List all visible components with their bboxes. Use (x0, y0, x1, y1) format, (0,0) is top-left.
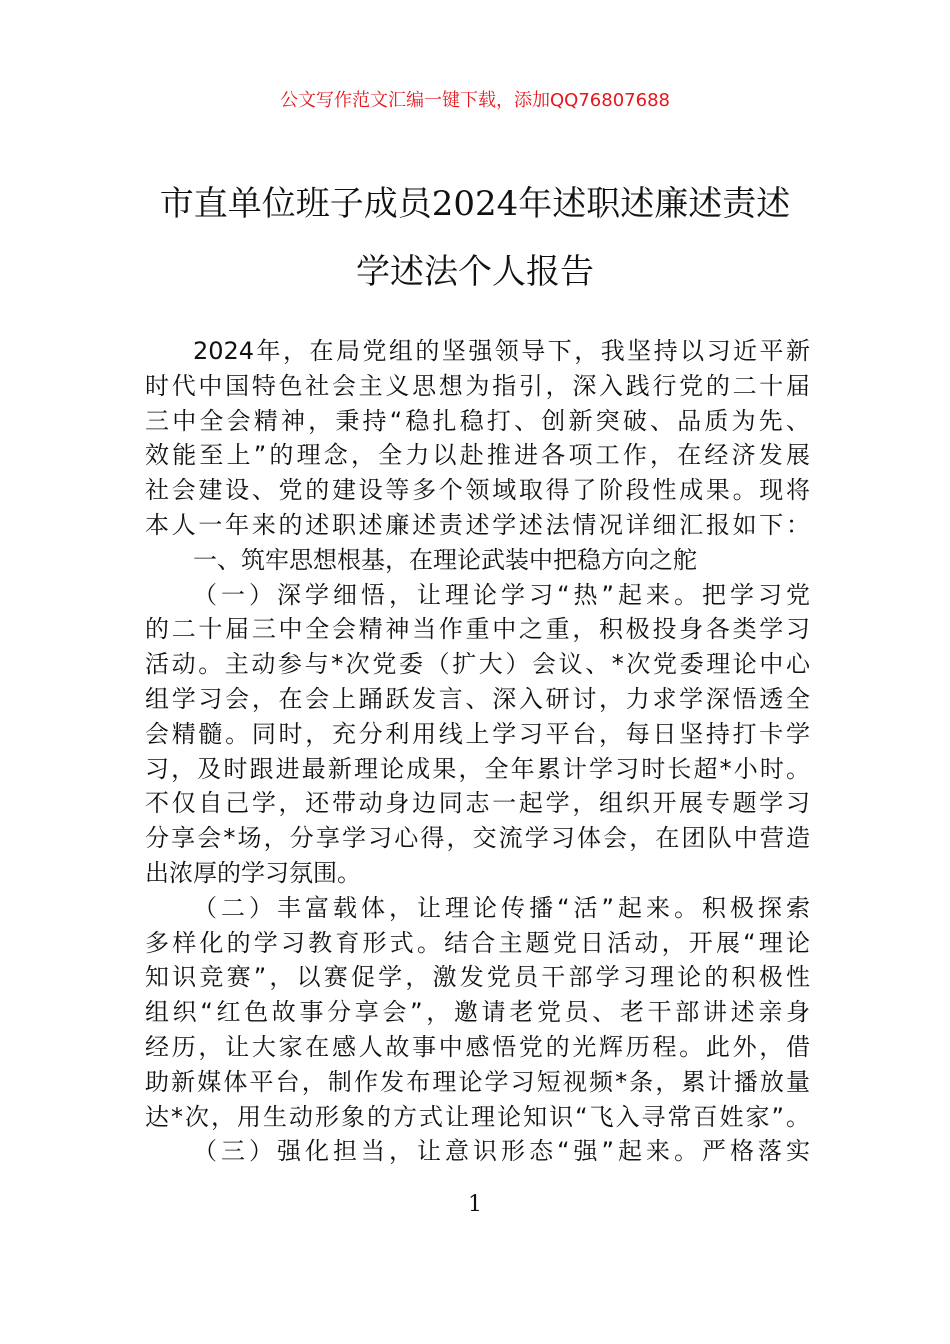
document-title-line-2: 学述法个人报告 (356, 252, 594, 292)
text-line: 不仅自己学，还带动身边同志一起学，组织开展专题学习 (145, 789, 810, 818)
text-line: 达*次，用生动形象的方式让理论知识“飞入寻常百姓家”。 (145, 1102, 810, 1131)
text-line: 三中全会精神，秉持“稳扎稳打、创新突破、品质为先、 (145, 406, 810, 435)
text-line: 会精髓。同时，充分利用线上学习平台，每日坚持打卡学 (145, 719, 810, 748)
text-line: 经历，让大家在感人故事中感悟党的光辉历程。此外，借 (145, 1032, 810, 1061)
text-line: 分享会*场，分享学习心得，交流学习体会，在团队中营造 (145, 824, 810, 853)
text-line: 组织“红色故事分享会”，邀请老党员、老干部讲述亲身 (145, 998, 810, 1027)
text-line: 习，及时跟进最新理论成果，全年累计学习时长超*小时。 (145, 754, 810, 783)
body-text (145, 334, 810, 1169)
text-line: 活动。主动参与*次党委（扩大）会议、*次党委理论中心 (145, 650, 810, 679)
page-number: 1 (468, 1192, 482, 1217)
text-line: 出浓厚的学习氛围。 (145, 858, 361, 887)
text-line: 多样化的学习教育形式。结合主题党日活动，开展“理论 (145, 928, 810, 957)
text-line: 社会建设、党的建设等多个领域取得了阶段性成果。现将 (145, 476, 810, 505)
text-line: 2024年，在局党组的坚强领导下，我坚持以习近平新 (193, 337, 810, 365)
text-line: 的二十届三中全会精神当作重中之重，积极投身各类学习 (145, 615, 810, 644)
text-line: 知识竞赛”，以赛促学，激发党员干部学习理论的积极性 (145, 963, 810, 992)
text-line: 助新媒体平台，制作发布理论学习短视频*条，累计播放量 (145, 1067, 810, 1096)
document-title-line-1: 市直单位班子成员2024年述职述廉述责述 (159, 184, 791, 224)
text-line: 本人一年来的述职述廉述责述学述法情况详细汇报如下： (145, 510, 810, 539)
text-line: 效能至上”的理念，全力以赴推进各项工作，在经济发展 (145, 441, 810, 470)
download-notice: 公文写作范文汇编一键下载，添加QQ76807688 (280, 90, 670, 111)
text-line: （一）深学细悟，让理论学习“热”起来。把学习党 (193, 580, 810, 609)
text-line: （三）强化担当，让意识形态“强”起来。严格落实 (193, 1137, 810, 1166)
section-heading: 一、筑牢思想根基，在理论武装中把稳方向之舵 (193, 545, 697, 574)
text-line: 组学习会，在会上踊跃发言、深入研讨，力求学深悟透全 (145, 684, 810, 713)
text-line: 时代中国特色社会主义思想为指引，深入践行党的二十届 (145, 371, 810, 400)
text-line: （二）丰富载体，让理论传播“活”起来。积极探索 (193, 893, 810, 922)
